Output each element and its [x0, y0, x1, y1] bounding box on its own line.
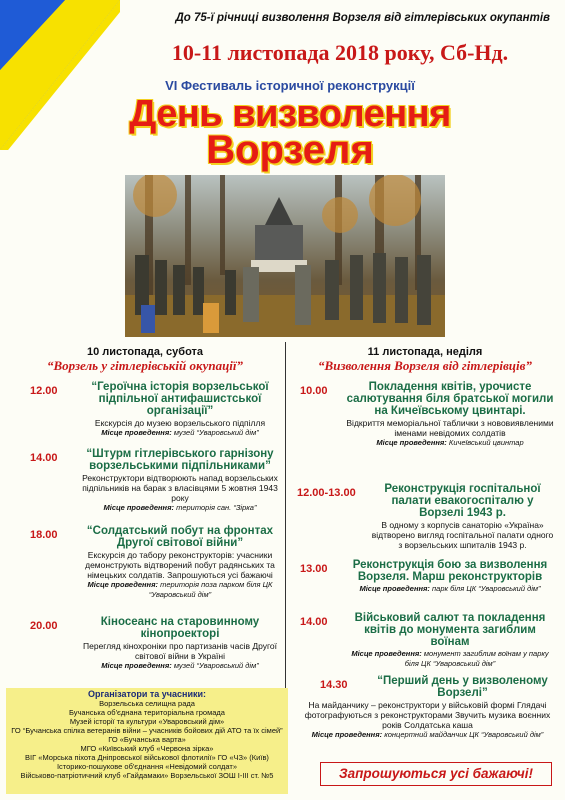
column-divider	[285, 342, 286, 692]
dedication-text: До 75-ї річниці визволення Ворзеля від гітлерівських окупантів	[175, 12, 550, 24]
day2-event1-title: Покладення квітів, урочисте салютування біля братської могили на Кичеївському цвинтарі.	[346, 381, 554, 417]
welcome-banner: Запрошуються усі бажаючі!	[320, 762, 552, 786]
day2-event1	[345, 381, 555, 448]
place-label: Місце проведення:	[101, 661, 172, 670]
festival-subtitle: VI Фестиваль історичної реконструкції	[165, 78, 415, 93]
organizer-line: Бучанська об'єднана територіальна громада	[69, 708, 225, 717]
day1-event2-title: “Штурм гітлерівського гарнізону ворзельськими підпільниками”	[86, 448, 274, 472]
day1-event1	[80, 381, 280, 438]
day1-theme: “Ворзель у гітлерівській окупації”	[46, 358, 244, 373]
reenactment-photo	[125, 175, 445, 337]
day1-event3-desc: Екскурсія до табору реконструкторів: учасники демонструють відтворений побут радянських та німецьких солдатів. Запрошуються усі бажаючі	[85, 550, 275, 580]
day2-event3-title: Реконструкція бою за визволення Ворзеля. Марш реконструкторів	[352, 559, 548, 583]
day2-header	[295, 346, 555, 374]
place-label: Місце проведення:	[351, 649, 422, 658]
day2-event4	[345, 612, 555, 669]
day2-event3	[345, 559, 555, 594]
organizer-line: МГО «Київський клуб «Червона зірка»	[80, 744, 214, 753]
day2-event2	[370, 483, 555, 550]
day1-event2-desc: Реконструктори відтворюють напад ворзельських підпільників на барак з власівцями 5 жовтня 1943 року	[82, 473, 278, 503]
place-value: концертний майданчик ЦК “Уваровський дім”	[384, 730, 544, 739]
day1-header	[20, 346, 270, 374]
poster-title	[100, 93, 480, 172]
organizers-title: Організатори та учасники:	[87, 689, 207, 699]
day1-event3-place	[80, 580, 280, 600]
organizer-line: Військово-патріотичний клуб «Гайдамаки» Ворзельської ЗОШ І-ІІІ ст. №5	[20, 771, 274, 780]
organizer-line: Ворзельська селищна рада	[99, 699, 195, 708]
organizer-line: ГО «Бучанська варта»	[108, 735, 186, 744]
place-value: Кичеївський цвинтар	[448, 438, 524, 447]
day2-event5-desc: На майданчику – реконструктори у військовій формі Глядачі фотографуються з реконструкторами Звучить музика воєнних років Солдатська каша	[304, 700, 551, 730]
place-value: музей “Уваровський дім”	[173, 661, 259, 670]
day1-event4-desc: Перегляд кінохроніки про партизанів часів Другої світової війни в Україні	[83, 641, 277, 661]
day1-event1-title: “Героїчна історія ворзельської підпільної антифашистської організації”	[91, 381, 269, 417]
place-label: Місце проведення:	[376, 438, 447, 447]
place-label: Місце проведення:	[103, 503, 174, 512]
day1-event2	[80, 448, 280, 513]
organizer-line: Музей історії та культури «Уваровський дім»	[69, 717, 225, 726]
day2-event5-place	[300, 730, 555, 740]
day1-event3	[80, 525, 280, 600]
day2-event2-title: Реконструкція госпітальної палати евакогоспіталю у Ворзелі 1943 р.	[384, 483, 541, 519]
event-dates: 10-11 листопада 2018 року, Сб-Нд.	[171, 40, 509, 65]
place-label: Місце проведення:	[311, 730, 383, 739]
place-value: територія поза парком біля ЦК “Уваровський дім”	[148, 580, 273, 599]
day1-event1-time: 12.00	[30, 385, 58, 397]
day1-event2-place	[80, 503, 280, 513]
day2-event2-desc: В одному з корпусів санаторію «Україна» відтворено вигляд госпітальної палати одного з ворзельських шпиталів 1943 р.	[371, 520, 554, 550]
day1-event4-title: Кіносеанс на старовинному кінопроекторі	[100, 616, 260, 640]
day1-event2-time: 14.00	[30, 452, 58, 464]
day1-event4-place	[80, 661, 280, 671]
place-label: Місце проведення:	[101, 428, 172, 437]
place-value: парк біля ЦК “Уваровський дім”	[432, 584, 541, 593]
day2-event4-title: Військовий салют та покладення квітів до монумента загиблим воїнам	[354, 612, 546, 648]
day1-event4	[80, 616, 280, 671]
day2-event5-time: 14.30	[320, 679, 348, 691]
day2-event1-desc: Відкриття меморіальної таблички з нововиявленими іменами невідомих солдатів	[346, 418, 554, 438]
day2-event5	[300, 675, 555, 740]
day1-event1-desc: Екскурсія до музею ворзельського підпілля	[94, 418, 266, 428]
organizer-line: ГО “Бучанська спілка ветеранів війни – учасників бойових дій АТО та їх сімей”	[11, 726, 283, 735]
day2-theme: “Визволення Ворзеля від гітлерівців”	[318, 358, 532, 373]
organizer-line: ВІГ «Морська піхота Дніпровської військової флотилії» ГО «ЧЗ» (Київ)	[25, 753, 269, 762]
day1-date: 10 листопада, субота	[86, 346, 204, 358]
day1-event3-title: “Солдатський побут на фронтах Другої світової війни”	[86, 525, 274, 549]
organizers-box	[6, 688, 288, 794]
place-value: територія сан. “Зірка”	[176, 503, 257, 512]
day2-event4-place	[345, 649, 555, 669]
title-line-1: День визволення	[129, 93, 451, 135]
day2-event1-time: 10.00	[300, 385, 328, 397]
day2-date: 11 листопада, неділя	[367, 346, 483, 358]
day1-event4-time: 20.00	[30, 620, 58, 632]
day2-event5-title: “Перший день у визволеному Ворзелі”	[377, 675, 548, 699]
day2-event2-time: 12.00-13.00	[297, 487, 356, 499]
place-label: Місце проведення:	[87, 580, 158, 589]
place-value: музей “Уваровський дім”	[173, 428, 259, 437]
place-value: монумент загиблим воїнам у парку біля ЦК “Уваровський дім”	[404, 649, 549, 668]
place-label: Місце проведення:	[359, 584, 430, 593]
day1-event3-time: 18.00	[30, 529, 58, 541]
day2-event3-place	[345, 584, 555, 594]
day2-event3-time: 13.00	[300, 563, 328, 575]
day2-event1-place	[345, 438, 555, 448]
organizer-line: Історико-пошукове об'єднання «Невідомий солдат»	[56, 762, 238, 771]
day1-event1-place	[80, 428, 280, 438]
day2-event4-time: 14.00	[300, 616, 328, 628]
title-line-2: Ворзеля	[206, 128, 374, 172]
